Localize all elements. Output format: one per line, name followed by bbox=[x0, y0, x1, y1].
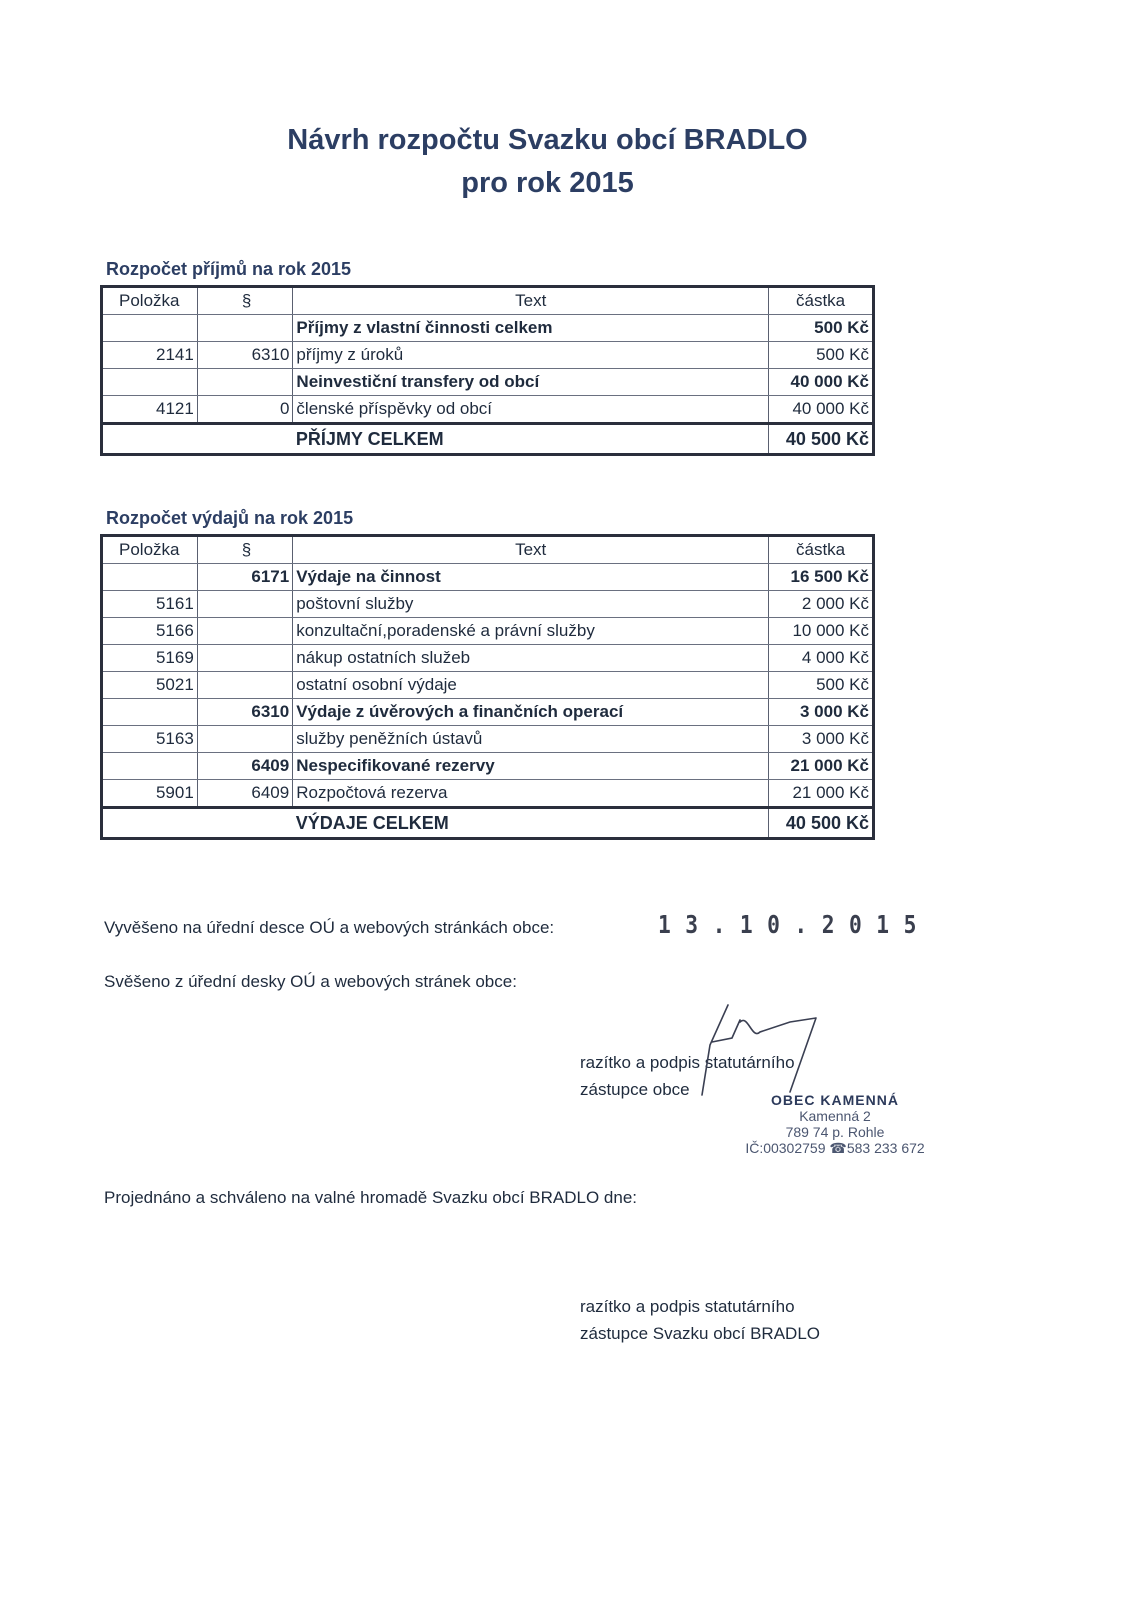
stamp-street: Kamenná 2 bbox=[799, 1108, 871, 1124]
table-row bbox=[102, 672, 874, 699]
cell-paragraf bbox=[197, 369, 293, 396]
cell-castka: 21 000 Kč bbox=[769, 780, 874, 808]
stamp-name: OBEC KAMENNÁ bbox=[771, 1092, 899, 1108]
header-paragraf: § bbox=[197, 287, 293, 315]
cell-text: Nespecifikované rezervy bbox=[293, 753, 769, 780]
table-row bbox=[102, 342, 874, 369]
expenses-table bbox=[100, 534, 875, 840]
cell-paragraf: 6310 bbox=[197, 699, 292, 726]
handwritten-signature bbox=[640, 1000, 840, 1100]
table-row bbox=[102, 315, 874, 342]
table-header-row bbox=[102, 536, 874, 564]
document-subtitle: pro rok 2015 bbox=[461, 167, 634, 199]
cell-castka: 40 000 Kč bbox=[769, 396, 874, 424]
signature1-line2: zástupce obce bbox=[580, 1080, 690, 1099]
header-polozka: Položka bbox=[102, 287, 198, 315]
cell-paragraf: 6409 bbox=[197, 753, 292, 780]
cell-polozka bbox=[102, 564, 198, 591]
cell-text: Příjmy z vlastní činnosti celkem bbox=[293, 315, 769, 342]
cell-paragraf bbox=[197, 618, 292, 645]
cell-polozka: 4121 bbox=[102, 396, 198, 424]
total-empty-cell bbox=[102, 808, 198, 839]
cell-castka: 10 000 Kč bbox=[769, 618, 874, 645]
cell-castka: 3 000 Kč bbox=[769, 699, 874, 726]
removed-label: Svěšeno z úřední desky OÚ a webových stránek obce: bbox=[104, 972, 517, 991]
cell-text: nákup ostatních služeb bbox=[293, 645, 769, 672]
cell-castka: 2 000 Kč bbox=[769, 591, 874, 618]
cell-polozka bbox=[102, 699, 198, 726]
header-castka: částka bbox=[769, 287, 874, 315]
cell-polozka bbox=[102, 369, 198, 396]
cell-polozka: 5166 bbox=[102, 618, 198, 645]
cell-castka: 40 000 Kč bbox=[769, 369, 874, 396]
cell-castka: 4 000 Kč bbox=[769, 645, 874, 672]
table-row bbox=[102, 780, 874, 808]
table-row bbox=[102, 369, 874, 396]
total-empty-cell bbox=[197, 424, 293, 455]
cell-text: členské příspěvky od obcí bbox=[293, 396, 769, 424]
cell-castka: 500 Kč bbox=[769, 672, 874, 699]
cell-text: Výdaje z úvěrových a finančních operací bbox=[293, 699, 769, 726]
table-row bbox=[102, 396, 874, 424]
posted-label: Vyvěšeno na úřední desce OÚ a webových stránkách obce: bbox=[104, 918, 555, 937]
table-row bbox=[102, 618, 874, 645]
cell-paragraf: 6310 bbox=[197, 342, 293, 369]
table-row bbox=[102, 753, 874, 780]
expenses-heading: Rozpočet výdajů na rok 2015 bbox=[106, 508, 354, 528]
signature1-line1: razítko a podpis statutárního bbox=[580, 1053, 795, 1072]
cell-paragraf bbox=[197, 591, 292, 618]
header-polozka: Položka bbox=[102, 536, 198, 564]
header-castka: částka bbox=[769, 536, 874, 564]
total-value: 40 500 Kč bbox=[769, 808, 874, 839]
cell-castka: 500 Kč bbox=[769, 315, 874, 342]
cell-polozka: 5161 bbox=[102, 591, 198, 618]
cell-paragraf bbox=[197, 726, 292, 753]
header-paragraf: § bbox=[197, 536, 292, 564]
table-row bbox=[102, 564, 874, 591]
total-label: PŘÍJMY CELKEM bbox=[293, 424, 769, 455]
cell-text: poštovní služby bbox=[293, 591, 769, 618]
cell-text: Neinvestiční transfery od obcí bbox=[293, 369, 769, 396]
table-row bbox=[102, 645, 874, 672]
cell-paragraf bbox=[197, 315, 293, 342]
signature2-line2: zástupce Svazku obcí BRADLO bbox=[580, 1324, 821, 1343]
cell-polozka bbox=[102, 753, 198, 780]
cell-polozka: 2141 bbox=[102, 342, 198, 369]
cell-polozka bbox=[102, 315, 198, 342]
cell-text: příjmy z úroků bbox=[293, 342, 769, 369]
cell-polozka: 5901 bbox=[102, 780, 198, 808]
income-table bbox=[100, 285, 875, 456]
cell-castka: 16 500 Kč bbox=[769, 564, 874, 591]
table-row bbox=[102, 726, 874, 753]
table-header-row bbox=[102, 287, 874, 315]
cell-paragraf: 0 bbox=[197, 396, 293, 424]
table-total-row bbox=[102, 424, 874, 455]
cell-text: služby peněžních ústavů bbox=[293, 726, 769, 753]
cell-castka: 3 000 Kč bbox=[769, 726, 874, 753]
table-row bbox=[102, 699, 874, 726]
table-total-row bbox=[102, 808, 874, 839]
total-empty-cell bbox=[197, 808, 292, 839]
cell-text: ostatní osobní výdaje bbox=[293, 672, 769, 699]
cell-castka: 21 000 Kč bbox=[769, 753, 874, 780]
stamp-city: 789 74 p. Rohle bbox=[785, 1124, 885, 1140]
header-text: Text bbox=[293, 287, 769, 315]
total-label: VÝDAJE CELKEM bbox=[293, 808, 769, 839]
approved-label: Projednáno a schváleno na valné hromadě Svazku obcí BRADLO dne: bbox=[104, 1188, 637, 1207]
stamp-ids: IČ:00302759 ☎583 233 672 bbox=[745, 1140, 925, 1156]
cell-polozka: 5169 bbox=[102, 645, 198, 672]
cell-paragraf bbox=[197, 672, 292, 699]
cell-paragraf: 6171 bbox=[197, 564, 292, 591]
posted-date-stamp: 1 3 . 1 0 . 2 0 1 5 bbox=[658, 910, 918, 939]
document-title: Návrh rozpočtu Svazku obcí BRADLO bbox=[287, 124, 808, 156]
cell-text: Výdaje na činnost bbox=[293, 564, 769, 591]
municipal-stamp bbox=[730, 1092, 940, 1157]
header-text: Text bbox=[293, 536, 769, 564]
cell-paragraf: 6409 bbox=[197, 780, 292, 808]
cell-text: Rozpočtová rezerva bbox=[293, 780, 769, 808]
total-empty-cell bbox=[102, 424, 198, 455]
total-value: 40 500 Kč bbox=[769, 424, 874, 455]
table-row bbox=[102, 591, 874, 618]
signature2-line1: razítko a podpis statutárního bbox=[580, 1297, 795, 1316]
cell-text: konzultační,poradenské a právní služby bbox=[293, 618, 769, 645]
cell-paragraf bbox=[197, 645, 292, 672]
cell-polozka: 5021 bbox=[102, 672, 198, 699]
cell-castka: 500 Kč bbox=[769, 342, 874, 369]
cell-polozka: 5163 bbox=[102, 726, 198, 753]
income-heading: Rozpočet příjmů na rok 2015 bbox=[106, 259, 352, 279]
